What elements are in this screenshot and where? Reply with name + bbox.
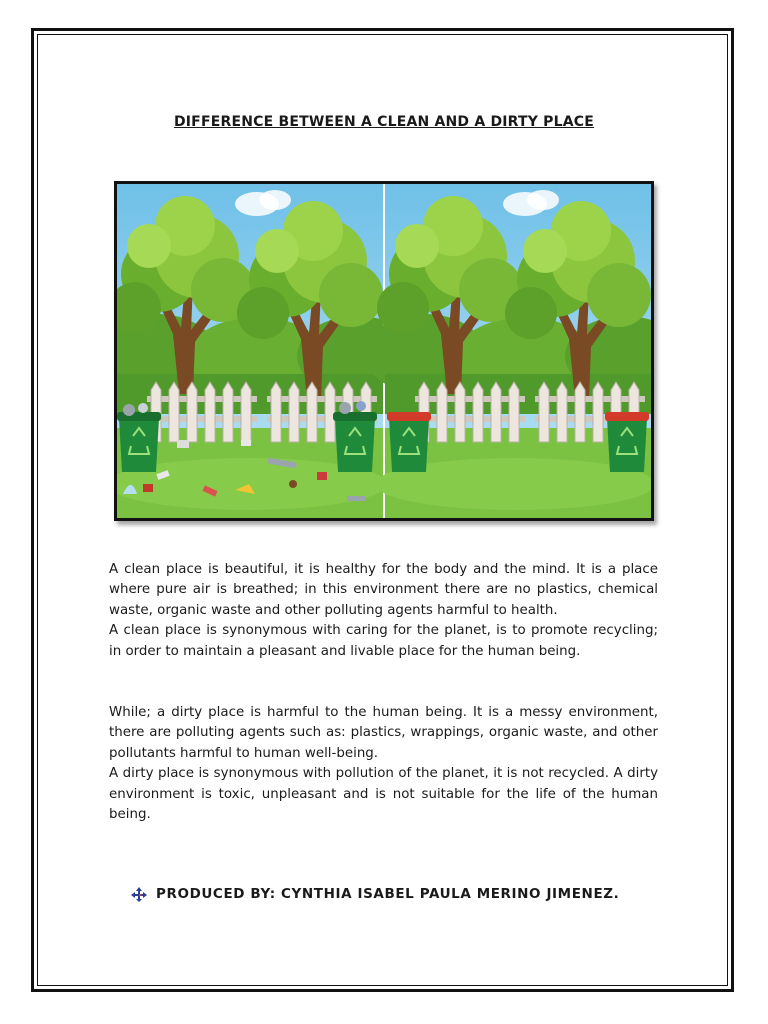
- credit-text: PRODUCED BY: CYNTHIA ISABEL PAULA MERINO JIMENEZ.: [156, 886, 620, 902]
- page-title: DIFFERENCE BETWEEN A CLEAN AND A DIRTY PLACE: [173, 114, 595, 130]
- dirty-place-section: [109, 703, 658, 825]
- clean-place-section: [109, 560, 658, 662]
- comparison-illustration: [114, 181, 654, 521]
- paragraph-4: A dirty place is synonymous with pollution of the planet, it is not recycled. A dirty environment is toxic, unpleasant and is not suitable for the life of the human being.: [109, 766, 658, 823]
- credit-line: [130, 886, 619, 902]
- clean-scene: [365, 184, 651, 518]
- paragraph-3: While; a dirty place is harmful to the human being. It is a messy environment, there are polluting agents such as: plastics, wrappings, organic waste, and other pollutants harmful to human well-being.: [109, 705, 658, 761]
- paragraph-1: A clean place is beautiful, it is healthy for the body and the mind. It is a place where pure air is breathed; in this environment there are no plastics, chemical waste, organic waste and other polluting agents harmful to health.: [109, 562, 658, 618]
- paragraph-2: A clean place is synonymous with caring for the planet, is to promote recycling; in order to maintain a pleasant and livable place for the human being.: [109, 623, 658, 659]
- arrow-bullet-icon: [130, 886, 148, 902]
